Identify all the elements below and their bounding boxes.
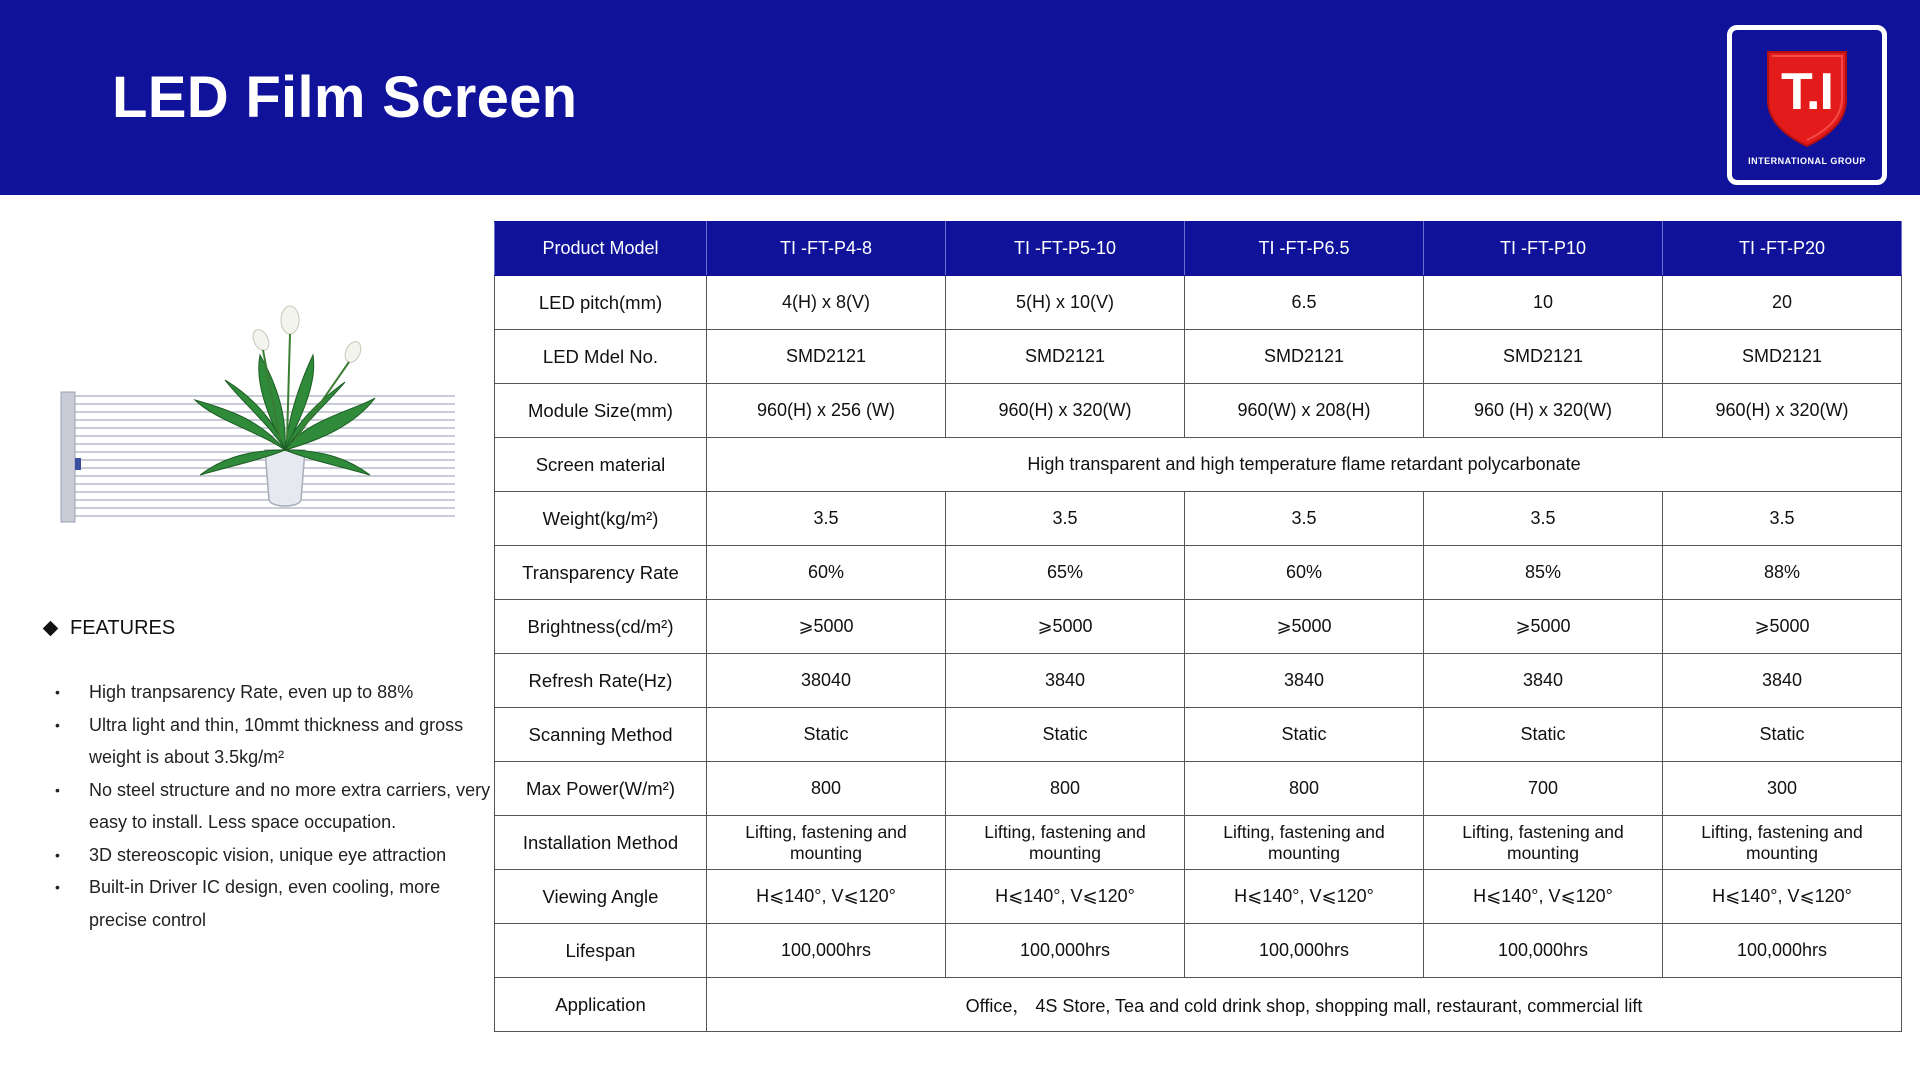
row-label: Scanning Method — [495, 708, 707, 762]
table-row — [495, 978, 1902, 1032]
header-cell: TI -FT-P4-8 — [707, 222, 946, 276]
table-cell: H⩽140°, V⩽120° — [1424, 870, 1663, 924]
table-row — [495, 762, 1902, 816]
row-label: LED Mdel No. — [495, 330, 707, 384]
header-cell: Product Model — [495, 222, 707, 276]
table-row — [495, 492, 1902, 546]
table-cell: 3840 — [1424, 654, 1663, 708]
table-cell: SMD2121 — [1185, 330, 1424, 384]
table-cell: 960(W) x 208(H) — [1185, 384, 1424, 438]
table-cell: ⩾5000 — [1663, 600, 1902, 654]
table-cell: Static — [1424, 708, 1663, 762]
feature-item: • No steel structure and no more extra carriers, very easy to install. Less space occupation. — [55, 774, 495, 839]
table-cell: 3.5 — [1185, 492, 1424, 546]
features-title-text: FEATURES — [70, 617, 176, 639]
table-cell: 5(H) x 10(V) — [946, 276, 1185, 330]
header-banner — [0, 0, 1920, 195]
features-heading — [45, 617, 175, 640]
table-cell: 960(H) x 256 (W) — [707, 384, 946, 438]
table-cell: H⩽140°, V⩽120° — [946, 870, 1185, 924]
table-cell: Lifting, fastening and mounting — [1663, 816, 1902, 870]
table-cell: 10 — [1424, 276, 1663, 330]
table-row — [495, 654, 1902, 708]
table-row — [495, 816, 1902, 870]
table-cell: 3.5 — [1663, 492, 1902, 546]
header-cell: TI -FT-P5-10 — [946, 222, 1185, 276]
table-row — [495, 384, 1902, 438]
table-cell: Lifting, fastening and mounting — [1185, 816, 1424, 870]
header-cell: TI -FT-P20 — [1663, 222, 1902, 276]
table-cell: 3.5 — [707, 492, 946, 546]
row-label: Application — [495, 978, 707, 1032]
diamond-bullet-icon — [43, 621, 59, 637]
table-cell: ⩾5000 — [1185, 600, 1424, 654]
table-cell-merged: High transparent and high temperature flame retardant polycarbonate — [707, 438, 1902, 492]
table-cell: SMD2121 — [1663, 330, 1902, 384]
table-header-row — [495, 222, 1902, 276]
specification-table — [494, 221, 1902, 1032]
features-list — [55, 676, 495, 936]
logo-text: T.I — [1781, 63, 1833, 121]
table-cell: 85% — [1424, 546, 1663, 600]
row-label: Module Size(mm) — [495, 384, 707, 438]
feature-item: • 3D stereoscopic vision, unique eye attraction — [55, 839, 495, 872]
row-label: Transparency Rate — [495, 546, 707, 600]
row-label: Viewing Angle — [495, 870, 707, 924]
table-cell: Static — [946, 708, 1185, 762]
table-cell: 60% — [1185, 546, 1424, 600]
row-label: Refresh Rate(Hz) — [495, 654, 707, 708]
page-title: LED Film Screen — [112, 65, 578, 130]
table-cell: SMD2121 — [1424, 330, 1663, 384]
row-label: Installation Method — [495, 816, 707, 870]
table-cell: Lifting, fastening and mounting — [707, 816, 946, 870]
table-cell: 6.5 — [1185, 276, 1424, 330]
table-row — [495, 708, 1902, 762]
table-cell: 800 — [1185, 762, 1424, 816]
table-cell: 960 (H) x 320(W) — [1424, 384, 1663, 438]
table-cell: 4(H) x 8(V) — [707, 276, 946, 330]
table-row — [495, 924, 1902, 978]
table-cell: 88% — [1663, 546, 1902, 600]
table-row — [495, 276, 1902, 330]
table-cell: 100,000hrs — [1663, 924, 1902, 978]
table-cell: ⩾5000 — [1424, 600, 1663, 654]
table-cell: Static — [1663, 708, 1902, 762]
table-cell: H⩽140°, V⩽120° — [707, 870, 946, 924]
table-cell: SMD2121 — [946, 330, 1185, 384]
led-film-product-image — [55, 300, 465, 530]
table-cell: 100,000hrs — [707, 924, 946, 978]
table-cell: ⩾5000 — [707, 600, 946, 654]
table-cell: 3840 — [1185, 654, 1424, 708]
feature-item: • Built-in Driver IC design, even cooling, more precise control — [55, 871, 495, 936]
table-cell: 60% — [707, 546, 946, 600]
table-row — [495, 600, 1902, 654]
table-cell: 3.5 — [1424, 492, 1663, 546]
table-cell: ⩾5000 — [946, 600, 1185, 654]
table-cell: 65% — [946, 546, 1185, 600]
table-cell: 300 — [1663, 762, 1902, 816]
table-cell: 20 — [1663, 276, 1902, 330]
table-cell: 3840 — [1663, 654, 1902, 708]
table-cell: 38040 — [707, 654, 946, 708]
row-label: Max Power(W/m²) — [495, 762, 707, 816]
table-cell: 800 — [946, 762, 1185, 816]
logo-caption: INTERNATIONAL GROUP — [1748, 156, 1866, 166]
table-cell: 100,000hrs — [946, 924, 1185, 978]
header-cell: TI -FT-P10 — [1424, 222, 1663, 276]
row-label: Weight(kg/m²) — [495, 492, 707, 546]
row-label: Brightness(cd/m²) — [495, 600, 707, 654]
table-cell: 3840 — [946, 654, 1185, 708]
table-cell: Static — [1185, 708, 1424, 762]
table-cell: Static — [707, 708, 946, 762]
table-cell: H⩽140°, V⩽120° — [1663, 870, 1902, 924]
table-row — [495, 870, 1902, 924]
table-cell: 100,000hrs — [1185, 924, 1424, 978]
table-cell: SMD2121 — [707, 330, 946, 384]
table-cell-merged: Office， 4S Store, Tea and cold drink shop, shopping mall, restaurant, commercial lift — [707, 978, 1902, 1032]
table-cell: 700 — [1424, 762, 1663, 816]
table-cell: Lifting, fastening and mounting — [1424, 816, 1663, 870]
table-cell: 3.5 — [946, 492, 1185, 546]
table-cell: 960(H) x 320(W) — [946, 384, 1185, 438]
table-row — [495, 546, 1902, 600]
table-cell: 100,000hrs — [1424, 924, 1663, 978]
row-label: Screen material — [495, 438, 707, 492]
table-row — [495, 330, 1902, 384]
row-label: LED pitch(mm) — [495, 276, 707, 330]
row-label: Lifespan — [495, 924, 707, 978]
table-row — [495, 438, 1902, 492]
table-cell: 960(H) x 320(W) — [1663, 384, 1902, 438]
feature-item: • High tranpsarency Rate, even up to 88% — [55, 676, 495, 709]
company-logo — [1727, 25, 1887, 185]
table-cell: 800 — [707, 762, 946, 816]
feature-item: • Ultra light and thin, 10mmt thickness and gross weight is about 3.5kg/m² — [55, 709, 495, 774]
header-cell: TI -FT-P6.5 — [1185, 222, 1424, 276]
table-cell: Lifting, fastening and mounting — [946, 816, 1185, 870]
table-cell: H⩽140°, V⩽120° — [1185, 870, 1424, 924]
